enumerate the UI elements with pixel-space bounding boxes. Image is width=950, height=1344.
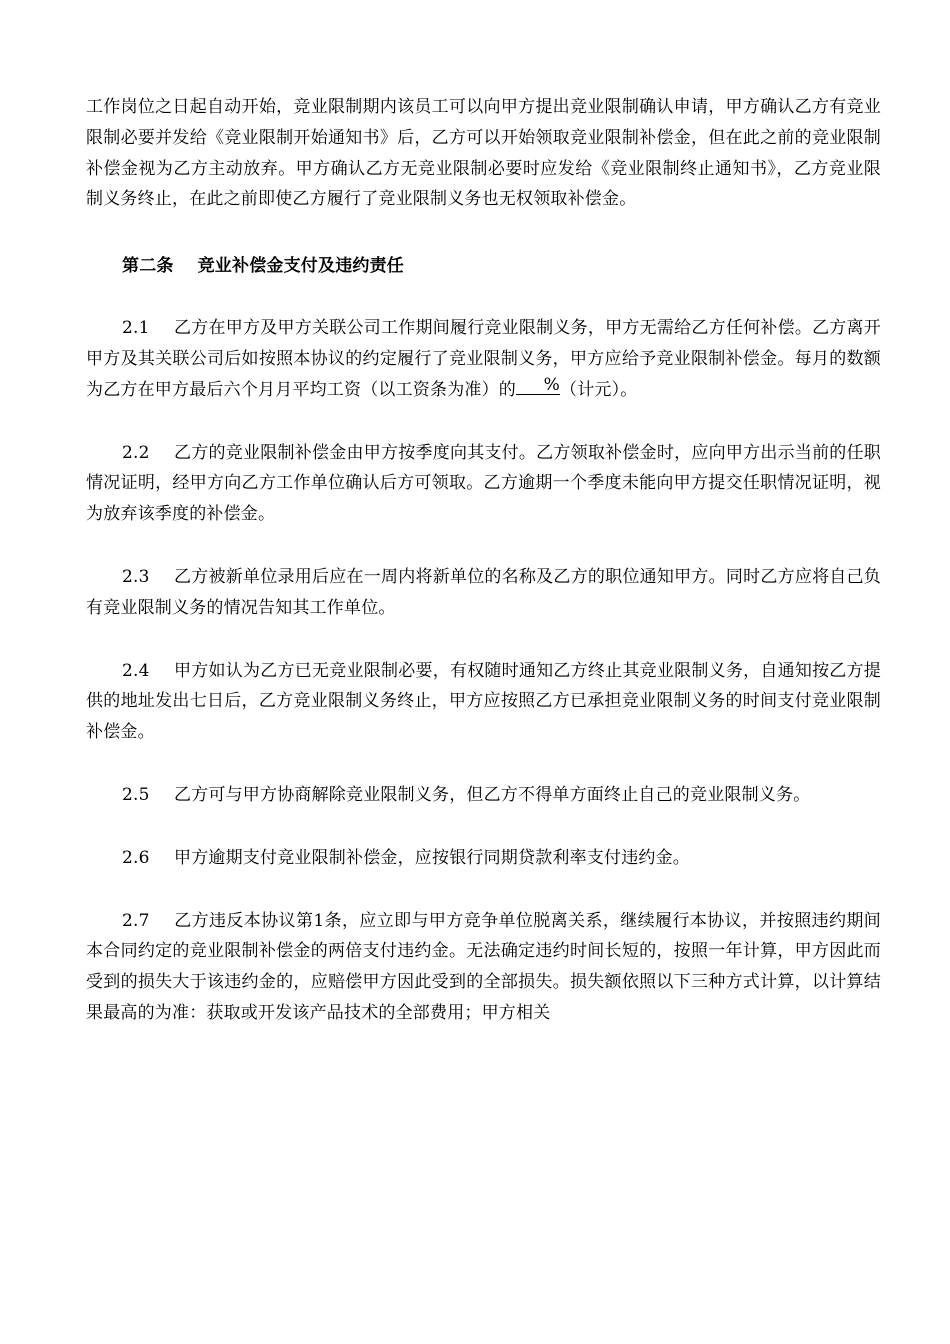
clause-2-3 [86, 562, 881, 624]
percentage-blank [516, 376, 560, 395]
clause-2-3-text: 乙方被新单位录用后应在一周内将新单位的名称及乙方的职位通知甲方。同时乙方应将自己负有竞业限制义务的情况告知其工作单位。 [86, 566, 881, 618]
clause-2-4-text: 甲方如认为乙方已无竞业限制必要，有权随时通知乙方终止其竞业限制义务，自通知按乙方提供的地址发出七日后，乙方竞业限制义务终止，甲方应按照乙方已承担竞业限制义务的时间支付竞业限制补偿金。 [86, 660, 881, 743]
clause-2-6-number: 2.6 [122, 847, 150, 868]
article-2-number: 第二条 [122, 256, 174, 277]
percentage-sign: % [543, 374, 560, 395]
clause-2-4 [86, 656, 881, 748]
clause-2-2-number: 2.2 [122, 442, 150, 463]
clause-2-5 [86, 780, 881, 811]
clause-2-6 [86, 843, 881, 874]
article-2-heading [86, 251, 881, 281]
clause-2-3-number: 2.3 [122, 566, 150, 587]
clause-2-2 [86, 438, 881, 530]
article-2-title: 竞业补偿金支付及违约责任 [197, 256, 405, 277]
clause-2-6-text: 甲方逾期支付竞业限制补偿金，应按银行同期贷款利率支付违约金。 [174, 847, 690, 868]
clause-2-1-number: 2.1 [122, 318, 150, 339]
document-page [86, 92, 881, 1029]
clause-2-7 [86, 906, 881, 1029]
clause-2-4-number: 2.4 [122, 660, 150, 681]
clause-2-5-text: 乙方可与甲方协商解除竞业限制义务，但乙方不得单方面终止自己的竞业限制义务。 [174, 784, 811, 805]
clause-2-1-text-end: （计元）。 [560, 379, 638, 400]
clause-2-1-text: 乙方在甲方及甲方关联公司工作期间履行竞业限制义务，甲方无需给乙方任何补偿。乙方离开甲方及其关联公司后如按照本协议的约定履行了竞业限制义务，甲方应给予竞业限制补偿金。每月的数额为乙方在甲方最后六个月月平均工资（以工资条为准）的 [86, 318, 881, 400]
clause-2-7-text: 乙方违反本协议第1条，应立即与甲方竞争单位脱离关系，继续履行本协议，并按照违约期间本合同约定的竞业限制补偿金的两倍支付违约金。无法确定违约时间长短的，按照一年计算，甲方因此而受到的损失大于该违约金的，应赔偿甲方因此受到的全部损失。损失额依照以下三种方式计算，以计算结果最高的为准：获取或开发该产品技术的全部费用；甲方相关 [86, 910, 881, 1023]
clause-2-1 [86, 313, 881, 405]
clause-2-7-number: 2.7 [122, 910, 150, 931]
intro-paragraph: 工作岗位之日起自动开始，竞业限制期内该员工可以向甲方提出竞业限制确认申请，甲方确认乙方有竞业限制必要并发给《竞业限制开始通知书》后，乙方可以开始领取竞业限制补偿金，但在此之前的竞业限制补偿金视为乙方主动放弃。甲方确认乙方无竞业限制必要时应发给《竞业限制终止通知书》，乙方竞业限制义务终止，在此之前即使乙方履行了竞业限制义务也无权领取补偿金。 [86, 97, 881, 210]
clause-2-2-text: 乙方的竞业限制补偿金由甲方按季度向其支付。乙方领取补偿金时，应向甲方出示当前的任职情况证明，经甲方向乙方工作单位确认后方可领取。乙方逾期一个季度未能向甲方提交任职情况证明，视为放弃该季度的补偿金。 [86, 442, 881, 525]
clause-2-5-number: 2.5 [122, 784, 150, 805]
